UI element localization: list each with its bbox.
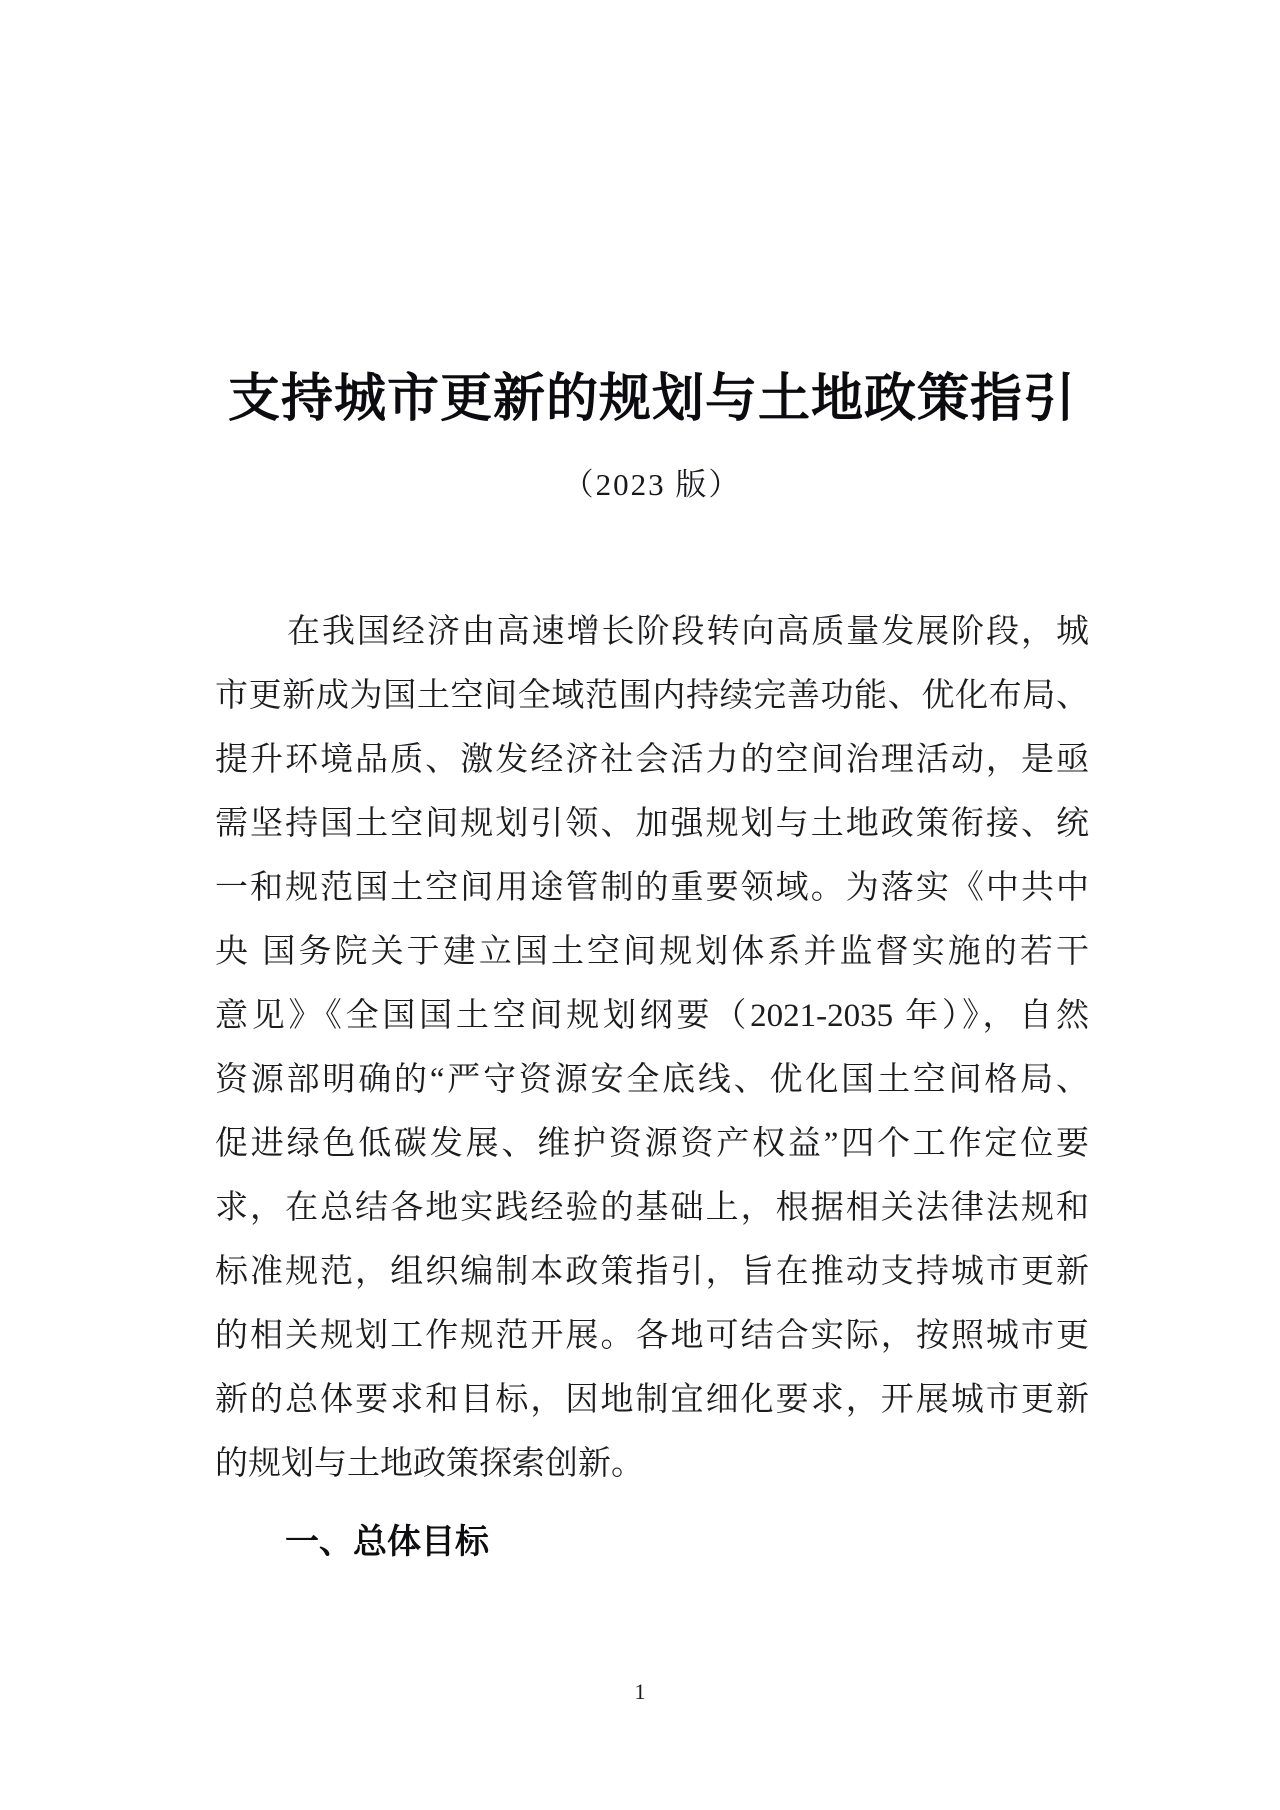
intro-paragraph	[215, 600, 1089, 1496]
document-title: 支持城市更新的规划与土地政策指引	[227, 371, 1076, 428]
paragraph-line: 在我国经济由高速增长阶段转向高质量发展阶段，城	[287, 614, 1089, 650]
page-number: 1	[634, 1679, 646, 1704]
paragraph-line: 央 国务院关于建立国土空间规划体系并监督实施的若干	[215, 934, 1089, 970]
section-heading-overall-goals: 一、总体目标	[285, 1523, 489, 1561]
paragraph-line: 的相关规划工作规范开展。各地可结合实际，按照城市更	[215, 1318, 1089, 1354]
paragraph-line: 求，在总结各地实践经验的基础上，根据相关法律法规和	[215, 1190, 1089, 1226]
paragraph-line: 意见》《全国国土空间规划纲要（2021-2035 年）》，自然	[215, 998, 1089, 1034]
paragraph-line: 市更新成为国土空间全域范围内持续完善功能、优化布局、	[215, 678, 1089, 714]
document-content	[215, 0, 1089, 1574]
paragraph-line: 提升环境品质、激发经济社会活力的空间治理活动，是亟	[215, 742, 1089, 778]
paragraph-line: 促进绿色低碳发展、维护资源资产权益”四个工作定位要	[215, 1126, 1089, 1162]
paragraph-line: 资源部明确的“严守资源安全底线、优化国土空间格局、	[215, 1062, 1089, 1098]
paragraph-line: 标准规范，组织编制本政策指引，旨在推动支持城市更新	[215, 1254, 1089, 1290]
paragraph-line: 一和规范国土空间用途管制的重要领域。为落实《中共中	[215, 870, 1089, 906]
paragraph-line: 新的总体要求和目标，因地制宜细化要求，开展城市更新	[215, 1382, 1089, 1418]
paragraph-line: 需坚持国土空间规划引领、加强规划与土地政策衔接、统	[215, 806, 1089, 842]
paragraph-line: 的规划与土地政策探索创新。	[215, 1446, 644, 1482]
document-subtitle: （2023 版）	[562, 467, 742, 502]
